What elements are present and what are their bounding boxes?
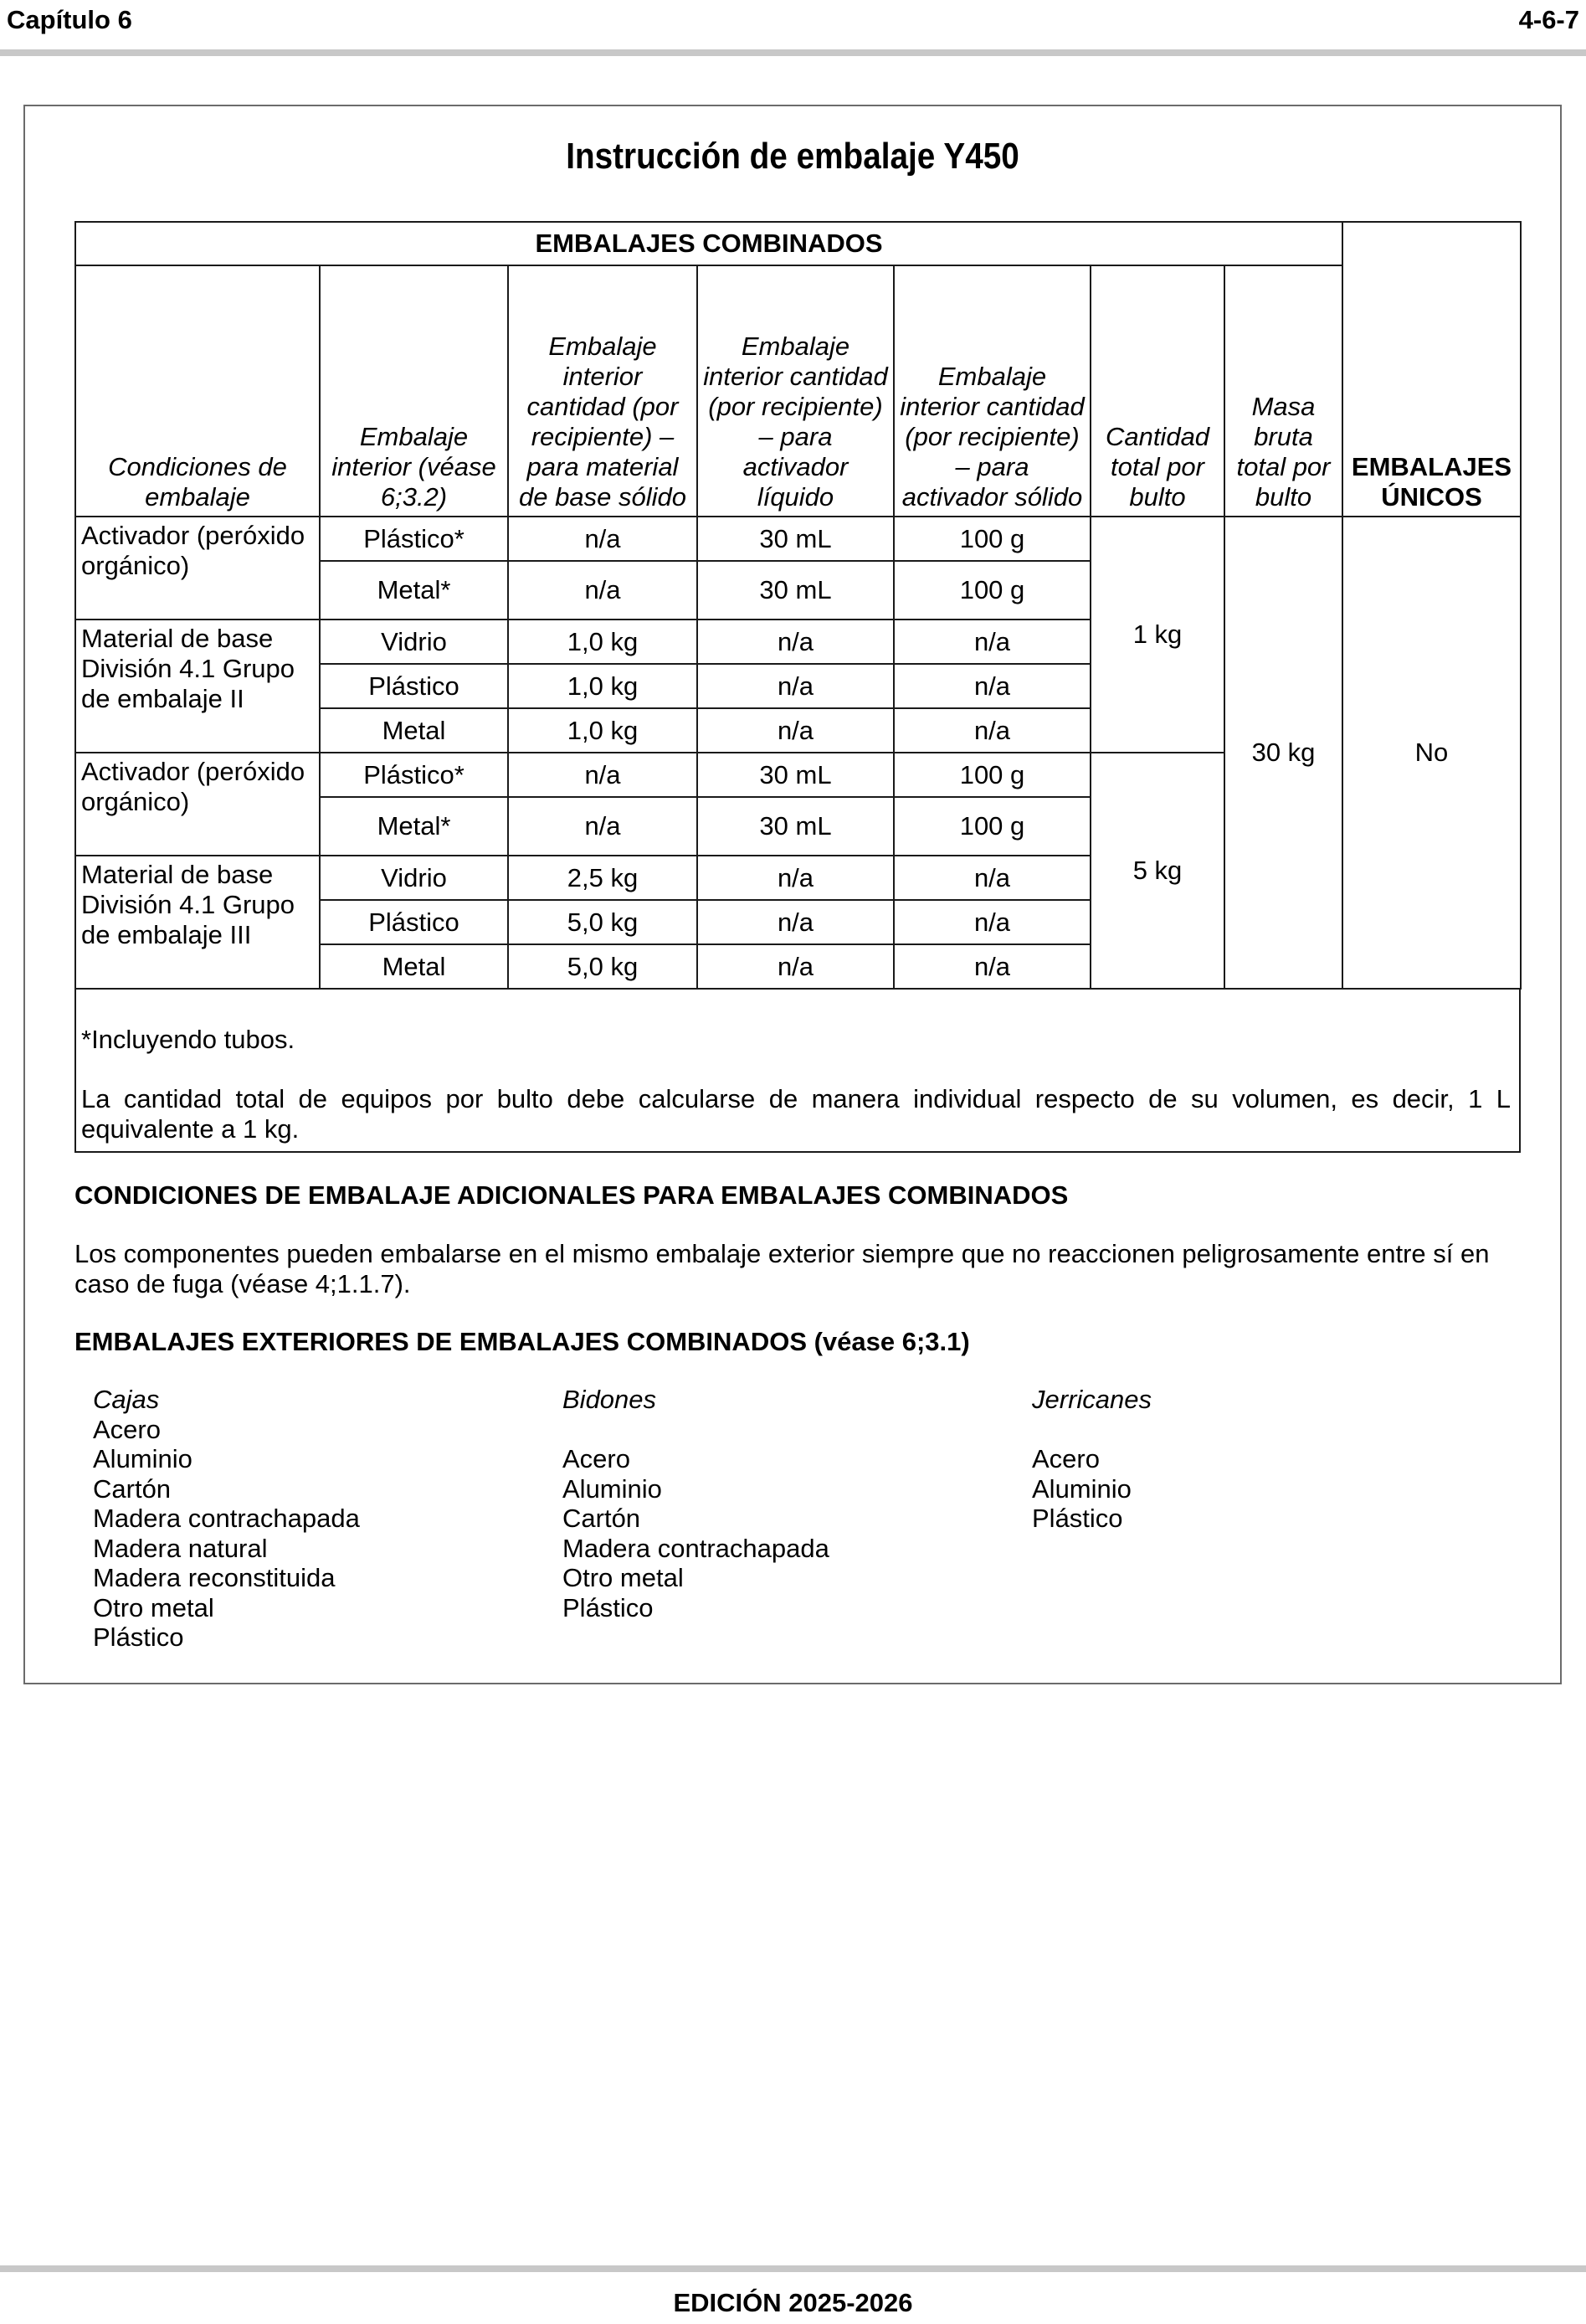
- combined-header: EMBALAJES COMBINADOS: [75, 222, 1342, 265]
- inner-cell: Plástico*: [320, 753, 508, 797]
- footnote-tubes: *Incluyendo tubos.: [81, 1025, 295, 1054]
- outer-column-drums: [562, 1385, 829, 1622]
- solid-activator-cell: n/a: [894, 856, 1091, 900]
- list-item: Aluminio: [1032, 1473, 1132, 1504]
- solid-activator-cell: 100 g: [894, 561, 1091, 620]
- solid-activator-cell: n/a: [894, 900, 1091, 944]
- list-item: Madera contrachapada: [562, 1533, 829, 1563]
- solid-activator-cell: 100 g: [894, 753, 1091, 797]
- liquid-activator-cell: n/a: [697, 664, 894, 708]
- liquid-activator-cell: n/a: [697, 856, 894, 900]
- col-inner: Embalaje interior (véase 6;3.2): [320, 265, 508, 517]
- total-qty-cell: 5 kg: [1091, 753, 1224, 989]
- list-item: Acero: [93, 1414, 161, 1444]
- footer-rule: [0, 2265, 1586, 2272]
- list-item: Otro metal: [562, 1563, 684, 1592]
- col-gross-mass: Masa bruta total por bulto: [1224, 265, 1342, 517]
- col-solid-base: Embalaje interior cantidad (por recipiente) – para material de base sólido: [508, 265, 697, 517]
- chapter-label: Capítulo 6: [7, 5, 132, 34]
- liquid-activator-cell: n/a: [697, 620, 894, 664]
- solid-base-cell: 5,0 kg: [508, 900, 697, 944]
- list-item: Plástico: [562, 1592, 654, 1622]
- liquid-activator-cell: 30 mL: [697, 561, 894, 620]
- list-item: [562, 1415, 829, 1445]
- footnote-quantity: La cantidad total de equipos por bulto debe calcularse de manera individual respecto de su volumen, es decir, 1 L equivalente a 1 kg.: [81, 1084, 1511, 1144]
- list-item: Madera reconstituida: [93, 1563, 336, 1592]
- column-caption: Bidones: [562, 1385, 657, 1414]
- solid-activator-cell: 100 g: [894, 797, 1091, 856]
- col-liquid-activator: Embalaje interior cantidad (por recipiente) – para activador líquido: [697, 265, 894, 517]
- liquid-activator-cell: 30 mL: [697, 517, 894, 561]
- outer-column-boxes: [93, 1385, 360, 1653]
- condition-cell: Material de base División 4.1 Grupo de embalaje III: [75, 856, 320, 989]
- header-rule: [0, 49, 1586, 56]
- col-total-qty: Cantidad total por bulto: [1091, 265, 1224, 517]
- additional-conditions-heading: CONDICIONES DE EMBALAJE ADICIONALES PARA EMBALAJES COMBINADOS: [74, 1180, 1069, 1210]
- solid-base-cell: 1,0 kg: [508, 620, 697, 664]
- condition-cell: Material de base División 4.1 Grupo de embalaje II: [75, 620, 320, 753]
- list-item: [1032, 1415, 1152, 1445]
- list-item: Otro metal: [93, 1592, 214, 1622]
- condition-cell: Activador (peróxido orgánico): [75, 517, 320, 620]
- single-packagings-header: EMBALAJES ÚNICOS: [1342, 222, 1521, 517]
- condition-cell: Activador (peróxido orgánico): [75, 753, 320, 856]
- solid-activator-cell: 100 g: [894, 517, 1091, 561]
- outer-packagings-heading: EMBALAJES EXTERIORES DE EMBALAJES COMBINADOS (véase 6;3.1): [74, 1327, 970, 1356]
- gross-mass-cell: 30 kg: [1224, 517, 1342, 989]
- outer-column-jerricans: [1032, 1385, 1152, 1534]
- inner-cell: Metal*: [320, 561, 508, 620]
- liquid-activator-cell: n/a: [697, 708, 894, 753]
- liquid-activator-cell: 30 mL: [697, 797, 894, 856]
- liquid-activator-cell: 30 mL: [697, 753, 894, 797]
- page-number: 4-6-7: [1518, 5, 1579, 34]
- solid-base-cell: 5,0 kg: [508, 944, 697, 989]
- inner-cell: Metal: [320, 708, 508, 753]
- solid-base-cell: n/a: [508, 753, 697, 797]
- list-item: Plástico: [1032, 1504, 1123, 1533]
- solid-activator-cell: n/a: [894, 620, 1091, 664]
- single-cell: No: [1342, 517, 1521, 989]
- list-item: Cartón: [562, 1504, 641, 1533]
- col-solid-activator: Embalaje interior cantidad (por recipiente) – para activador sólido: [894, 265, 1091, 517]
- inner-cell: Plástico: [320, 664, 508, 708]
- total-qty-cell: 1 kg: [1091, 517, 1224, 753]
- col-conditions: Condiciones de embalaje: [75, 265, 320, 517]
- packing-table: [74, 221, 1522, 990]
- solid-base-cell: 2,5 kg: [508, 856, 697, 900]
- inner-cell: Plástico*: [320, 517, 508, 561]
- solid-activator-cell: n/a: [894, 944, 1091, 989]
- solid-base-cell: n/a: [508, 797, 697, 856]
- list-item: Acero: [562, 1444, 630, 1473]
- list-item: Aluminio: [93, 1444, 192, 1473]
- inner-cell: Metal: [320, 944, 508, 989]
- inner-cell: Vidrio: [320, 856, 508, 900]
- liquid-activator-cell: n/a: [697, 944, 894, 989]
- additional-conditions-text: Los componentes pueden embalarse en el mismo embalaje exterior siempre que no reaccionen peligrosamente entre sí en caso de fuga (véase 4;1.1.7).: [74, 1239, 1490, 1298]
- list-item: Aluminio: [562, 1473, 662, 1504]
- solid-base-cell: 1,0 kg: [508, 664, 697, 708]
- list-item: Plástico: [93, 1622, 184, 1652]
- liquid-activator-cell: n/a: [697, 900, 894, 944]
- solid-activator-cell: n/a: [894, 664, 1091, 708]
- page-title: Instrucción de embalaje Y450: [566, 136, 1019, 177]
- inner-cell: Plástico: [320, 900, 508, 944]
- list-item: Madera contrachapada: [93, 1504, 360, 1533]
- inner-cell: Metal*: [320, 797, 508, 856]
- inner-cell: Vidrio: [320, 620, 508, 664]
- list-item: Madera natural: [93, 1533, 268, 1563]
- edition-footer: EDICIÓN 2025-2026: [673, 2288, 913, 2317]
- solid-activator-cell: n/a: [894, 708, 1091, 753]
- solid-base-cell: n/a: [508, 517, 697, 561]
- list-item: Cartón: [93, 1473, 172, 1504]
- solid-base-cell: 1,0 kg: [508, 708, 697, 753]
- column-caption: Cajas: [93, 1385, 160, 1414]
- column-caption: Jerricanes: [1032, 1385, 1152, 1414]
- solid-base-cell: n/a: [508, 561, 697, 620]
- list-item: Acero: [1032, 1444, 1100, 1473]
